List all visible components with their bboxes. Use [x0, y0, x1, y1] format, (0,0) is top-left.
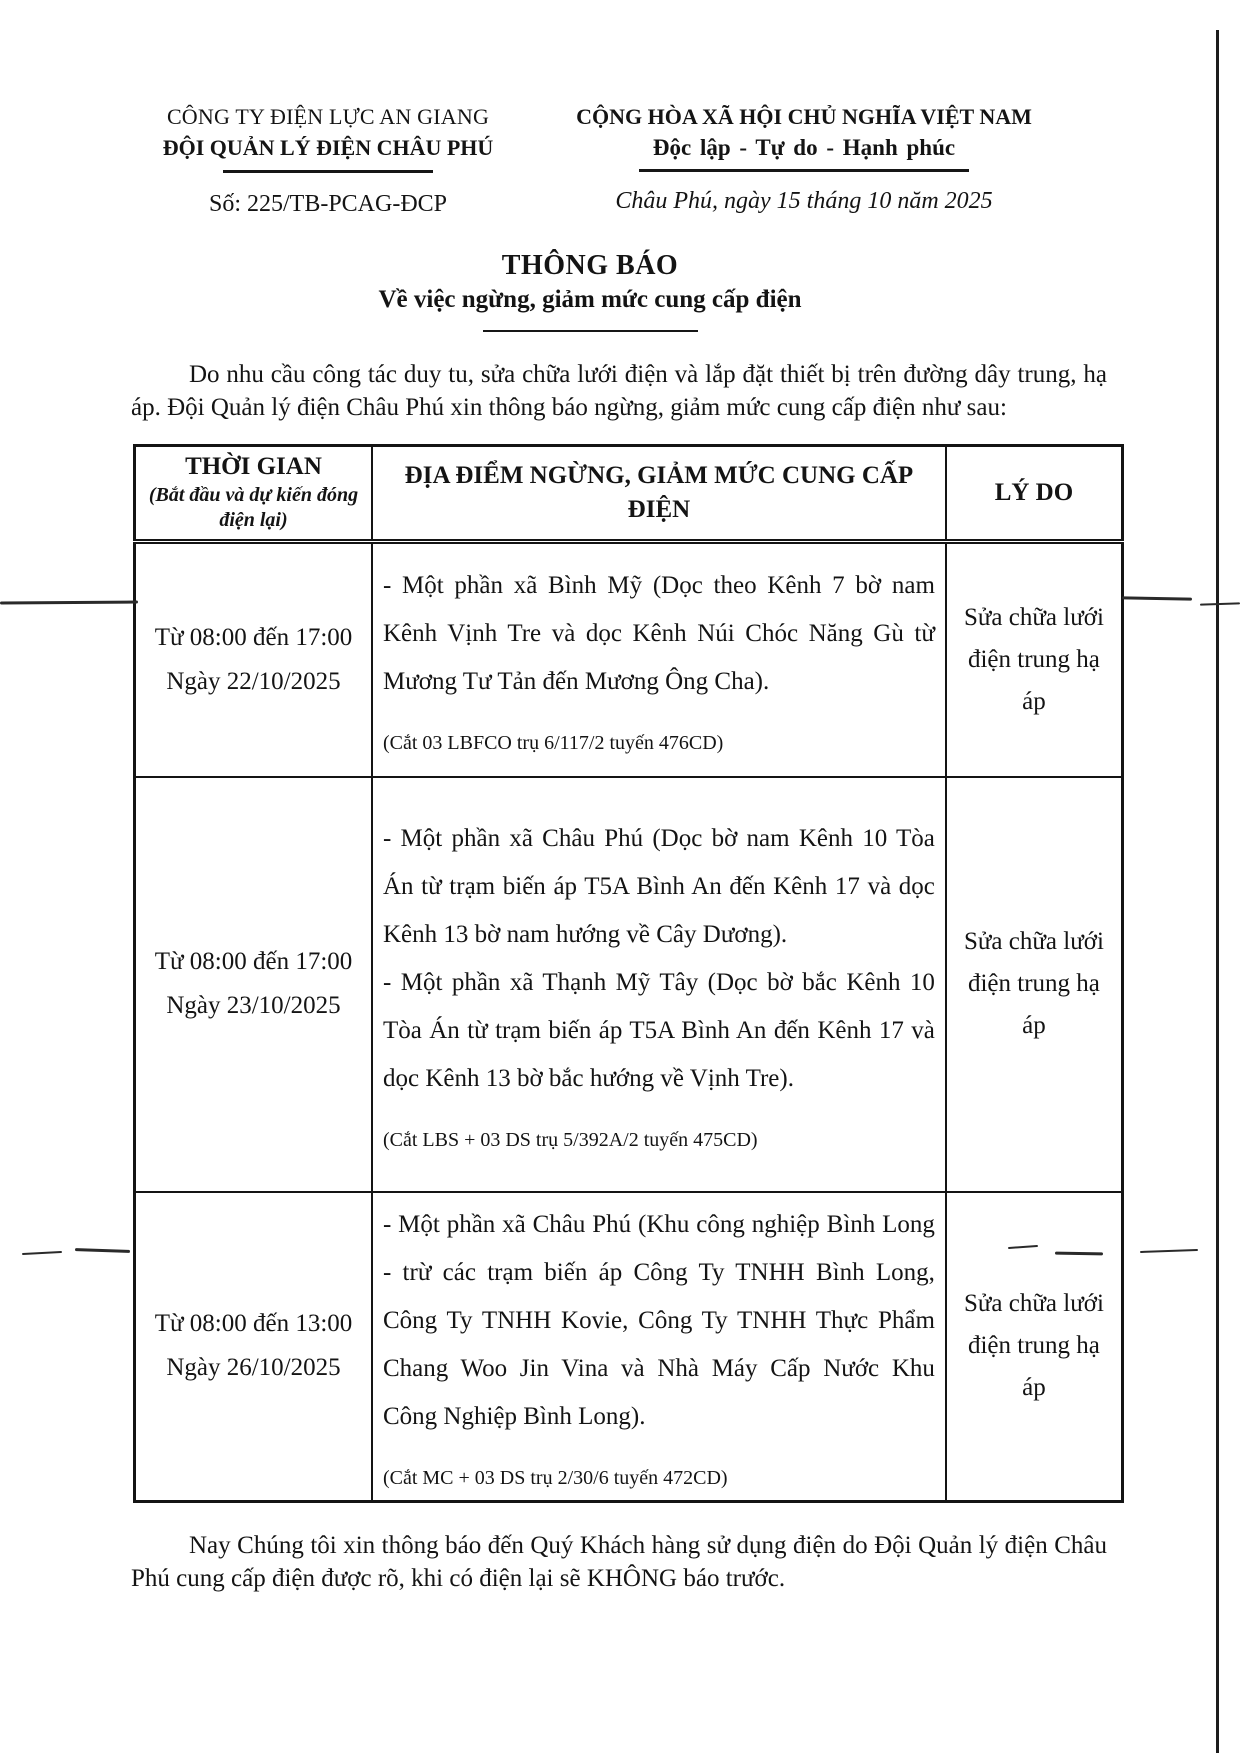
scan-dash-artifact — [1140, 1249, 1198, 1253]
outage-date: Ngày 26/10/2025 — [166, 1354, 341, 1381]
header-reason-title: LÝ DO — [994, 479, 1074, 506]
location-cell — [372, 542, 946, 777]
table-row — [135, 1192, 1123, 1502]
time-range: Từ 08:00 đến 13:00 — [154, 1310, 353, 1337]
notice-title: THÔNG BÁO — [501, 249, 679, 281]
parent-company-name: CÔNG TY ĐIỆN LỰC AN GIANG — [166, 104, 490, 129]
issuing-unit-name: ĐỘI QUẢN LÝ ĐIỆN CHÂU PHÚ — [162, 135, 494, 160]
scan-dash-artifact — [0, 601, 138, 605]
title-underline — [483, 330, 698, 333]
switchgear-note: (Cắt 03 LBFCO trụ 6/117/2 tuyến 476CD) — [382, 732, 724, 755]
table-header-row — [135, 446, 1123, 542]
location-paragraph: - Một phần xã Châu Phú (Khu công nghiệp Bình Long - trừ các trạm biến áp Công Ty TNHH Bình Long, Công Ty TNHH Kovie, Công Ty TNHH Thực Phẩm Chang Woo Jin Vina và Nhà Máy Cấp Nước Khu Công Nghiệp Bình Long). — [382, 1210, 935, 1430]
outage-schedule-table — [133, 444, 1124, 1503]
reason-cell: Sửa chữa lưới điện trung hạ áp — [946, 1192, 1123, 1502]
reason-cell: Sửa chữa lưới điện trung hạ áp — [946, 542, 1123, 777]
notice-title-block — [0, 250, 1240, 333]
intro-paragraph: Do nhu cầu công tác duy tu, sửa chữa lưới điện và lắp đặt thiết bị trên đường dây trung, hạ áp. Đội Quản lý điện Châu Phú xin thông báo ngừng, giảm mức cung cấp điện như sau: — [131, 361, 1107, 421]
time-range: Từ 08:00 đến 17:00 — [154, 623, 353, 651]
closing-paragraph: Nay Chúng tôi xin thông báo đến Quý Khách hàng sử dụng điện do Đội Quản lý điện Châu Phú cung cấp điện được rõ, khi có điện lại sẽ KHÔNG báo trước. — [131, 1531, 1107, 1592]
scan-dash-artifact — [1200, 602, 1240, 605]
scan-page-edge-line — [1216, 30, 1219, 1753]
header-time-subtitle: (Bắt đầu và dự kiến đóng điện lại) — [148, 484, 359, 531]
table-row — [135, 777, 1123, 1192]
place-date-line: Châu Phú, ngày 15 tháng 10 năm 2025 — [615, 187, 993, 214]
header-time-title: THỜI GIAN — [185, 453, 322, 480]
scan-dash-artifact — [22, 1251, 62, 1255]
time-cell — [135, 1192, 372, 1502]
switchgear-note: (Cắt MC + 03 DS trụ 2/30/6 tuyến 472CD) — [382, 1466, 728, 1489]
national-motto-block — [538, 104, 1200, 218]
location-cell — [372, 1192, 946, 1502]
location-cell — [372, 777, 946, 1192]
switchgear-note: (Cắt LBS + 03 DS trụ 5/392A/2 tuyến 475CD) — [382, 1128, 758, 1151]
national-title: CỘNG HÒA XÃ HỘI CHỦ NGHĨA VIỆT NAM — [576, 104, 1032, 129]
location-list — [383, 1201, 935, 1441]
location-paragraph: - Một phần xã Châu Phú (Dọc bờ nam Kênh 10 Tòa Án từ trạm biến áp T5A Bình An đến Kênh 17 và dọc Kênh 13 bờ nam hướng về Cây Dương). — [382, 824, 935, 948]
issuer-underline — [223, 170, 433, 173]
table-row — [135, 542, 1123, 777]
scan-dash-artifact — [1122, 596, 1192, 600]
header-cell-location — [372, 446, 946, 542]
time-cell — [135, 542, 372, 777]
notice-subtitle: Về việc ngừng, giảm mức cung cấp điện — [378, 285, 802, 313]
national-motto: Độc lập - Tự do - Hạnh phúc — [652, 135, 956, 160]
issuer-block — [118, 104, 538, 218]
outage-date: Ngày 22/10/2025 — [166, 667, 341, 695]
header-location-title: ĐỊA ĐIỂM NGỪNG, GIẢM MỨC CUNG CẤP ĐIỆN — [404, 462, 914, 523]
motto-underline — [639, 169, 969, 172]
location-list — [383, 815, 935, 1103]
reason-cell: Sửa chữa lưới điện trung hạ áp — [946, 777, 1123, 1192]
location-paragraph: - Một phần xã Thạnh Mỹ Tây (Dọc bờ bắc Kênh 10 Tòa Án từ trạm biến áp T5A Bình An đến Kênh 17 và dọc Kênh 13 bờ bắc hướng về Vịnh Tre). — [382, 968, 935, 1092]
time-range: Từ 08:00 đến 17:00 — [154, 948, 353, 975]
scan-dash-artifact — [75, 1248, 130, 1253]
header-cell-time — [135, 446, 372, 542]
document-header — [0, 0, 1240, 218]
header-cell-reason — [946, 446, 1123, 542]
location-list — [383, 562, 935, 706]
outage-date: Ngày 23/10/2025 — [166, 992, 341, 1019]
document-number: Số: 225/TB-PCAG-ĐCP — [208, 190, 448, 217]
time-cell — [135, 777, 372, 1192]
location-paragraph: - Một phần xã Bình Mỹ (Dọc theo Kênh 7 bờ nam Kênh Vịnh Tre và dọc Kênh Núi Chóc Năng Gù từ Mương Tư Tản đến Mương Ông Cha). — [382, 572, 935, 696]
